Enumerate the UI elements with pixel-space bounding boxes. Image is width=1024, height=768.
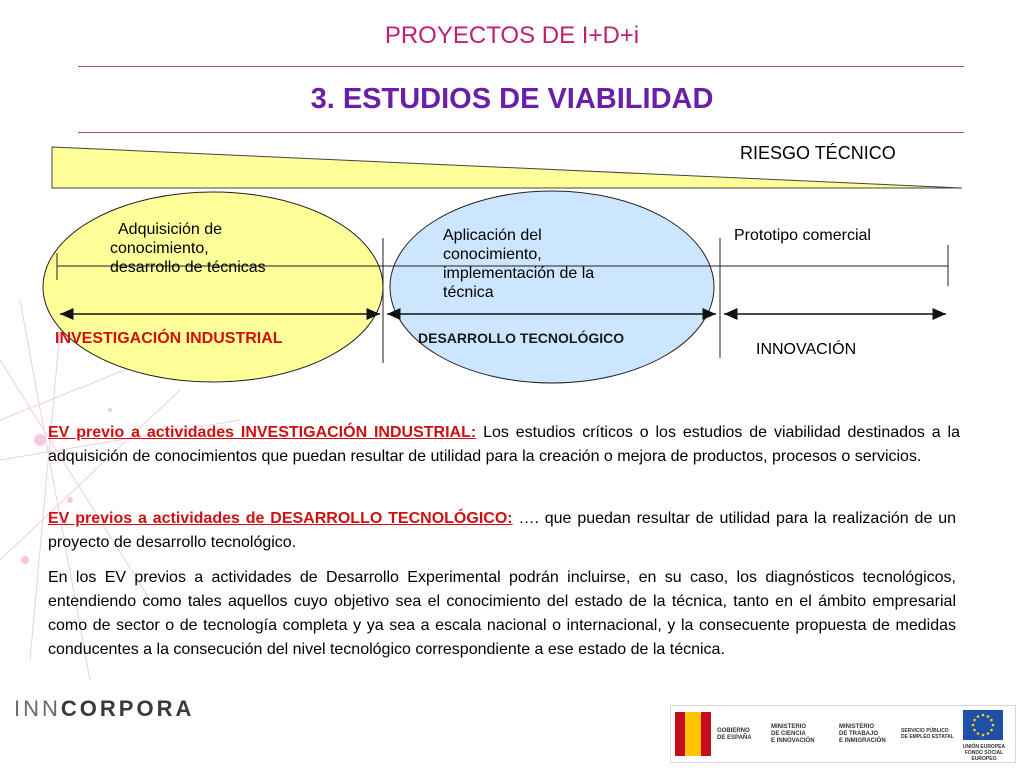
phase1-line-3: desarrollo de técnicas xyxy=(110,259,266,276)
header-divider-bottom xyxy=(78,132,964,133)
badge-ue xyxy=(957,744,1011,762)
badge-gobierno xyxy=(717,728,752,742)
phase1-description xyxy=(110,220,266,277)
badge-trabajo-line-2: DE TRABAJO xyxy=(839,731,879,737)
paragraph-desarrollo-text: …. que puedan resultar de utilidad para la realización de un proyecto de desarrollo tecnológico. xyxy=(48,510,956,551)
phase1-line-2: conocimiento, xyxy=(110,240,209,257)
badge-sepe-line-2: DE EMPLEO ESTATAL xyxy=(901,734,954,740)
label-innovacion: INNOVACIÓN xyxy=(756,341,857,358)
paragraph-investigacion-heading: EV previo a actividades INVESTIGACIÓN INDUSTRIAL: xyxy=(48,424,477,441)
badge-trabajo-line-3: E INMIGRACIÓN xyxy=(839,738,886,744)
paragraph-investigacion-text: Los estudios críticos o los estudios de viabilidad destinados a la adquisición de conocimientos que puedan resultar de utilidad para la creación o mejora de productos, procesos o servicios. xyxy=(48,424,960,465)
phase3-description: Prototipo comercial xyxy=(734,227,871,244)
paragraph-desarrollo-experimental: En los EV previos a actividades de Desarrollo Experimental podrán incluirse, en su caso, los diagnósticos tecnológicos, entendiendo como tales aquellos cuyo objetivo sea el conocimiento del estado de la técnica, tanto en el ámbito empresarial como de sector o de tecnología completa y ya sea a escala nacional o internacional, y la consecuente propuesta de medidas conducentes a la consecución del nivel tecnológico correspondiente a ese estado de la técnica. xyxy=(48,569,956,658)
badge-ciencia-line-3: E INNOVACIÓN xyxy=(771,738,815,744)
badge-ciencia-line-2: DE CIENCIA xyxy=(771,731,806,737)
slide-title: 3. ESTUDIOS DE VIABILIDAD xyxy=(310,83,714,115)
badge-gobierno-line-1: GOBIERNO xyxy=(717,728,750,734)
spain-coat-of-arms-icon xyxy=(675,712,713,756)
phase2-line-3: implementación de la xyxy=(443,265,595,282)
label-investigacion-industrial: INVESTIGACIÓN INDUSTRIAL xyxy=(55,330,283,347)
badge-sepe xyxy=(901,728,954,740)
paragraph-desarrollo-heading: EV previos a actividades de DESARROLLO TECNOLÓGICO: xyxy=(48,510,513,527)
label-desarrollo-tecnologico: DESARROLLO TECNOLÓGICO xyxy=(418,330,625,346)
badge-ciencia xyxy=(771,724,815,745)
risk-label: RIESGO TÉCNICO xyxy=(740,143,896,163)
badge-ciencia-line-1: MINISTERIO xyxy=(771,724,807,730)
logo-part-inn: INN xyxy=(14,696,61,721)
badge-gobierno-line-2: DE ESPAÑA xyxy=(717,735,752,741)
paragraph-desarrollo xyxy=(48,507,956,555)
badge-trabajo xyxy=(839,724,886,745)
header-title: PROYECTOS DE I+D+i xyxy=(384,22,640,49)
paragraph-investigacion xyxy=(48,421,960,469)
header-divider-top xyxy=(78,66,964,67)
phase2-line-4: técnica xyxy=(443,284,494,301)
institutional-logos xyxy=(670,705,1016,763)
phase2-line-1: Aplicación del xyxy=(443,227,542,244)
badge-trabajo-line-1: MINISTERIO xyxy=(839,724,875,730)
phase1-line-1: Adquisición de xyxy=(118,221,223,238)
badge-ue-line-2: FONDO SOCIAL EUROPEO xyxy=(964,750,1004,762)
badge-ue-line-1: UNIÓN EUROPEA xyxy=(962,744,1006,750)
phase2-line-2: conocimiento, xyxy=(443,246,542,263)
phase2-description xyxy=(443,226,594,302)
badge-sepe-line-1: SERVICIO PÚBLICO xyxy=(901,728,949,734)
eu-flag-icon xyxy=(963,710,1003,740)
inncorpora-logo xyxy=(14,696,194,722)
logo-part-corpora: CORPORA xyxy=(60,696,195,721)
